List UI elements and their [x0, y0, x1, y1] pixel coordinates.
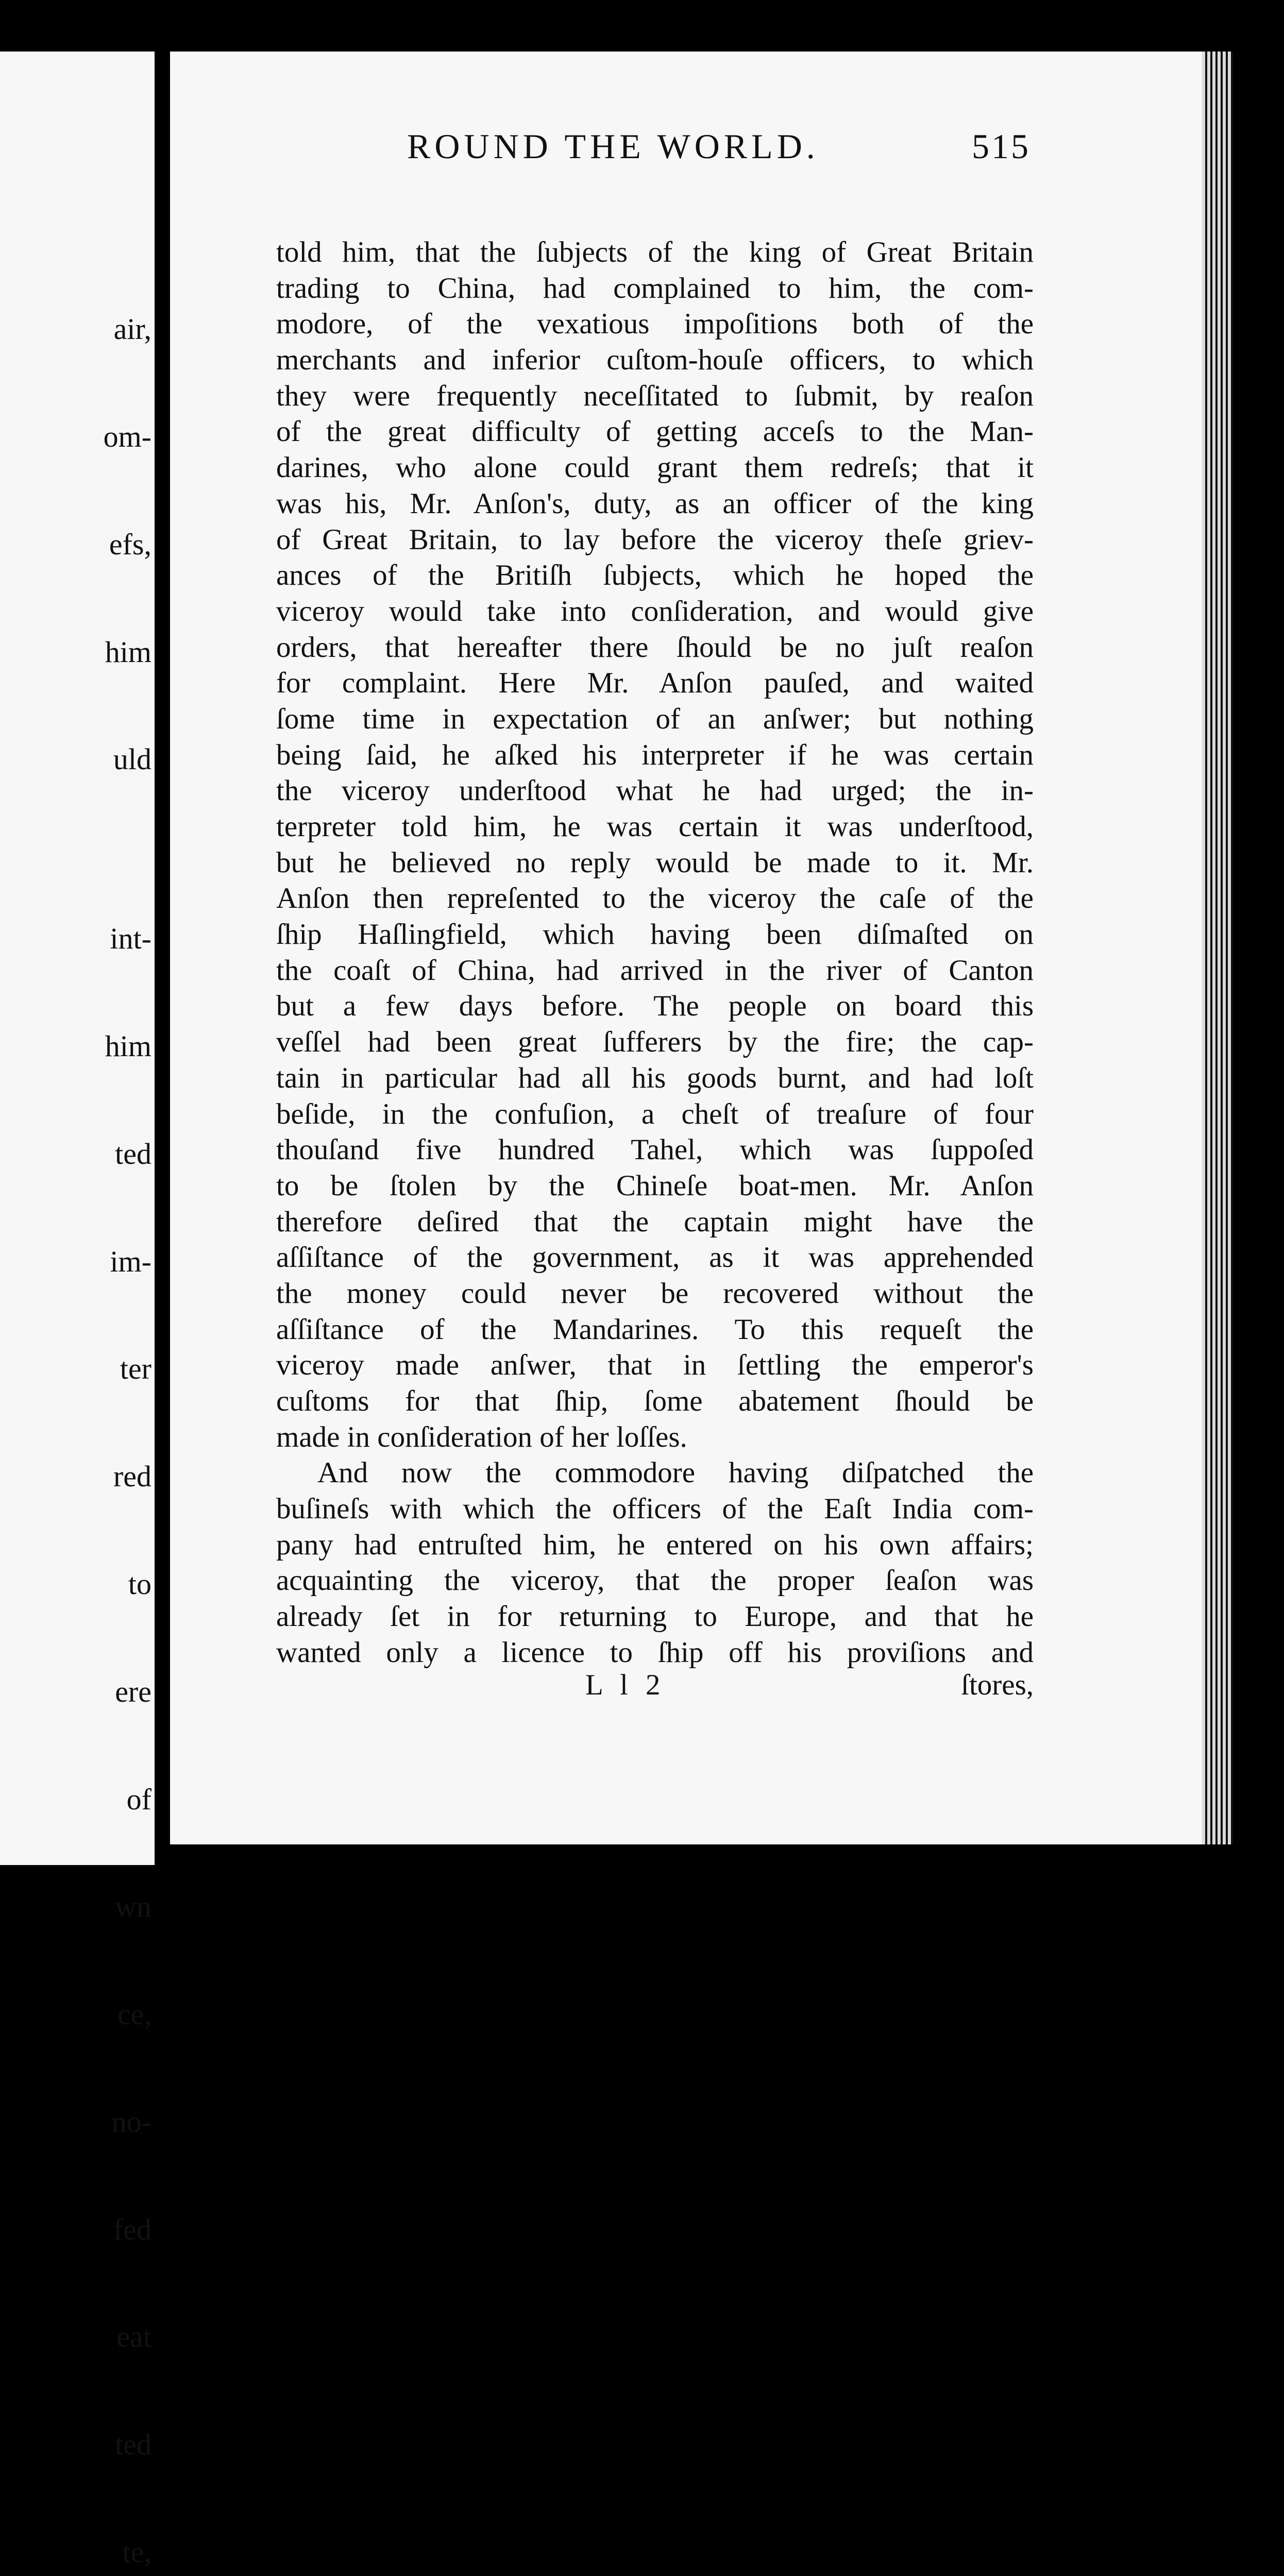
text-line: merchants and inferior cuſtom-houſe officers, to which	[276, 344, 1034, 377]
text-line: buſineſs with which the officers of the Eaſt India com-	[276, 1493, 1034, 1526]
text-line: darines, who alone could grant them redreſs; that it	[276, 451, 1034, 484]
text-line: modore, of the vexatious impoſitions both of the	[276, 308, 1034, 341]
fragment: air,	[113, 312, 151, 346]
text-line: the coaſt of China, had arrived in the river of Canton	[276, 954, 1034, 987]
fragment: eat	[116, 2320, 151, 2354]
text-line: trading to China, had complained to him, the com-	[276, 272, 1034, 304]
text-line: cuſtoms for that ſhip, ſome abatement ſhould be	[276, 1385, 1034, 1417]
fragment: efs,	[109, 527, 151, 561]
fragment: no-	[111, 2105, 151, 2139]
fragment: him	[105, 1029, 151, 1063]
text-line: beſide, in the confuſion, a cheſt of treaſure of four	[276, 1097, 1034, 1130]
text-line: but a few days before. The people on board this	[276, 990, 1034, 1023]
fragment: int-	[110, 922, 151, 956]
text-line: tain in particular had all his goods burnt, and had loſt	[276, 1061, 1034, 1094]
text-line: they were frequently neceſſitated to ſubmit, by reaſon	[276, 379, 1034, 412]
page-stack-edge	[1202, 52, 1233, 1844]
text-line: ances of the Britiſh ſubjects, which he hoped the	[276, 559, 1034, 592]
text-line: being ſaid, he aſked his interpreter if he was certain	[276, 738, 1034, 771]
previous-page-fragments	[0, 240, 155, 2576]
fragment: of	[126, 1782, 151, 1816]
text-line: viceroy would take into conſideration, and would give	[276, 595, 1034, 628]
text-line: viceroy made anſwer, that in ſettling the emperor's	[276, 1349, 1034, 1382]
running-head	[237, 126, 1030, 178]
running-title: ROUND THE WORLD.	[407, 127, 819, 166]
text-line: terpreter told him, he was certain it was underſtood,	[276, 810, 1034, 843]
fragment: uld	[113, 742, 151, 776]
fragment: wn	[115, 1890, 151, 1924]
text-line: for complaint. Here Mr. Anſon pauſed, and waited	[276, 667, 1034, 700]
page-footer	[276, 1668, 1034, 1709]
text-line: the money could never be recovered without the	[276, 1277, 1034, 1310]
book-gutter	[155, 0, 170, 1900]
fragment: him	[105, 635, 151, 669]
previous-page-edge	[0, 52, 155, 2569]
text-line: ſome time in expectation of an anſwer; but nothing	[276, 702, 1034, 735]
text-line: aſſiſtance of the government, as it was apprehended	[276, 1241, 1034, 1274]
text-line: wanted only a licence to ſhip off his proviſions and	[276, 1636, 1034, 1669]
text-line: was his, Mr. Anſon's, duty, as an officer of the king	[276, 487, 1034, 520]
paragraph-start-line: And now the commodore having diſpatched the	[317, 1456, 1034, 1489]
fragment: te,	[122, 2535, 151, 2569]
fragment: ted	[115, 2428, 151, 2462]
text-line: already ſet in for returning to Europe, and that he	[276, 1600, 1034, 1633]
text-line: of Great Britain, to lay before the viceroy theſe griev-	[276, 523, 1034, 556]
text-line: pany had entruſted him, he entered on his own affairs;	[276, 1528, 1034, 1561]
fragment: to	[128, 1567, 151, 1601]
text-line: to be ſtolen by the Chineſe boat-men. Mr. Anſon	[276, 1169, 1034, 1202]
fragment: fed	[113, 2212, 151, 2246]
text-line: of the great difficulty of getting acceſs to the Man-	[276, 415, 1034, 448]
fragment: om-	[103, 419, 151, 453]
text-line: Anſon then repreſented to the viceroy the caſe of the	[276, 882, 1034, 915]
signature-mark: L l 2	[585, 1669, 666, 1701]
paragraph-end-line: made in conſideration of her loſſes.	[276, 1420, 687, 1453]
body-text	[276, 234, 1034, 1671]
text-line: ſhip Haſlingfield, which having been diſmaſted on	[276, 918, 1034, 951]
text-line: thouſand five hundred Tahel, which was ſuppoſed	[276, 1133, 1034, 1166]
text-line: therefore deſired that the captain might have the	[276, 1205, 1034, 1238]
text-line: acquainting the viceroy, that the proper ſeaſon was	[276, 1564, 1034, 1597]
page-number: 515	[972, 127, 1030, 166]
text-line: veſſel had been great ſufferers by the fire; the cap-	[276, 1026, 1034, 1059]
text-line: told him, that the ſubjects of the king of Great Britain	[276, 236, 1034, 268]
catchword: ſtores,	[961, 1669, 1034, 1701]
text-line: orders, that hereafter there ſhould be no juſt reaſon	[276, 631, 1034, 664]
fragment: red	[113, 1460, 151, 1494]
fragment: ce,	[117, 1997, 151, 2031]
text-line: but he believed no reply would be made to it. Mr.	[276, 846, 1034, 879]
text-line: the viceroy underſtood what he had urged; the in-	[276, 774, 1034, 807]
fragment: ter	[120, 1352, 151, 1386]
fragment: ere	[115, 1674, 151, 1708]
fragment: ted	[115, 1137, 151, 1171]
text-line: aſſiſtance of the Mandarines. To this requeſt the	[276, 1313, 1034, 1346]
fragment: im-	[110, 1244, 151, 1278]
